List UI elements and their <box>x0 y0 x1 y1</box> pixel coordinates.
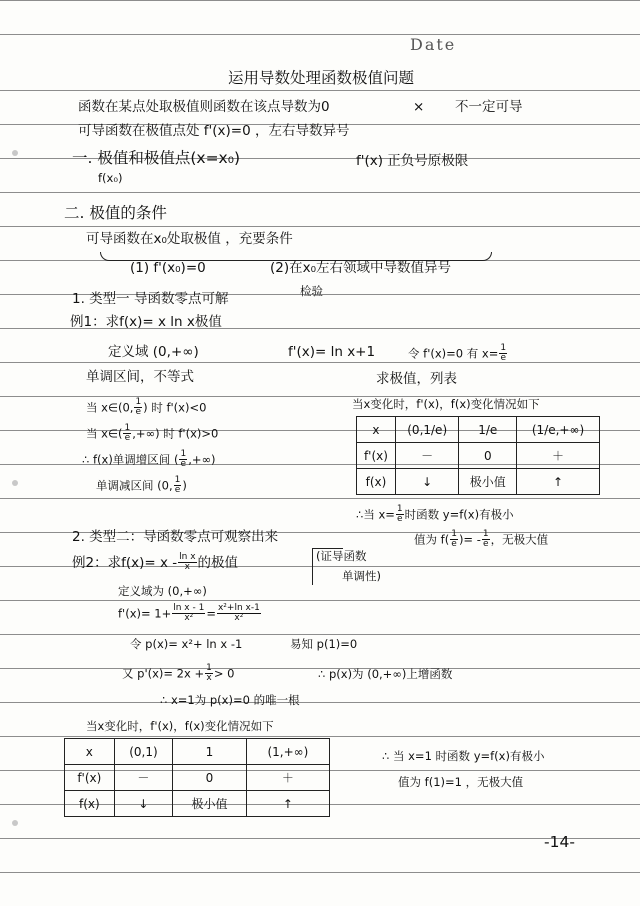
table-cell: f(x) <box>357 469 396 495</box>
example2-derivative <box>118 604 262 624</box>
table-cell: 1/e <box>459 417 517 443</box>
variation-table-1 <box>356 416 600 495</box>
example2-domain: 定义域为 (0,+∞) <box>118 584 207 598</box>
fraction-numerator: 1 <box>500 343 507 353</box>
fraction <box>174 476 182 496</box>
fraction-numerator: 1 <box>180 449 187 459</box>
fraction-denominator: x <box>184 562 190 573</box>
fraction-numerator: 1 <box>482 529 489 539</box>
page-number: -14- <box>544 833 575 851</box>
table-cell: 极小值 <box>459 469 517 495</box>
check-note: 检验 <box>300 284 323 298</box>
table-cell: ↑ <box>517 469 600 495</box>
side-note-1: (证导函数 <box>316 549 367 563</box>
example2-suffix: 的极值 <box>197 554 239 571</box>
table-cell: ＋ <box>246 765 329 791</box>
fraction <box>499 344 507 364</box>
table-cell: 0 <box>173 765 247 791</box>
case1-prefix: 当 x∈(0, <box>86 400 134 415</box>
side-note-2: 单调性) <box>342 569 381 583</box>
section1-side-note: f'(x) 正负号原极限 <box>356 153 469 169</box>
fraction-denominator: e <box>135 407 142 418</box>
table-cell: x <box>357 417 396 443</box>
table-cell: ↓ <box>114 791 173 817</box>
unique-root: ∴ x=1为 p(x)=0 的唯一根 <box>160 693 300 707</box>
section2-heading: 二. 极值的条件 <box>64 204 167 222</box>
table2-title: 当x变化时，f'(x)，f(x)变化情况如下 <box>86 719 274 733</box>
example2 <box>72 553 238 573</box>
cross-mark: × <box>413 99 425 115</box>
fraction-denominator: x² <box>234 613 244 624</box>
p-deriv-suffix: > 0 <box>213 666 235 681</box>
example1-domain: 定义域 (0,+∞) <box>108 344 199 360</box>
table-row <box>357 469 600 495</box>
fraction-numerator: 1 <box>206 663 212 673</box>
fraction-denominator: e <box>451 539 457 550</box>
table-cell: 1 <box>173 739 247 765</box>
value-mid: )= - <box>458 532 481 547</box>
fraction-numerator: 1 <box>174 475 181 485</box>
example1-conclusion <box>356 505 514 525</box>
table-row <box>357 443 600 469</box>
table-cell: 0 <box>459 443 517 469</box>
binding-hole <box>12 150 18 156</box>
example2-function: f(x)= x - <box>121 554 178 571</box>
table-cell: (0,1) <box>114 739 173 765</box>
fraction-numerator: 1 <box>396 504 403 514</box>
table-row <box>65 739 330 765</box>
fraction-denominator: e <box>180 459 187 470</box>
table-cell: 极小值 <box>173 791 247 817</box>
table-cell: ↓ <box>395 469 459 495</box>
increasing-interval <box>82 450 216 470</box>
table-cell: － <box>114 765 173 791</box>
variation-table-2 <box>64 738 330 817</box>
example1-prefix: 例1：求 <box>70 314 120 330</box>
fraction-numerator: x²+ln x-1 <box>217 603 260 613</box>
value-suffix: ，无极大值 <box>490 532 549 547</box>
value-prefix: 值为 f( <box>414 532 450 547</box>
inc-suffix: ,+∞) <box>188 452 216 467</box>
fraction-denominator: e <box>174 485 181 496</box>
fraction-numerator: ln x - 1 <box>173 603 205 613</box>
p-deriv-prefix: 又 p'(x)= 2x + <box>122 666 205 681</box>
fraction-denominator: e <box>124 433 131 444</box>
example1-suffix: 极值 <box>194 314 222 330</box>
condition-b: (2)在x₀左右领域中导数值异号 <box>270 260 452 276</box>
inc-prefix: ∴ f(x)单调增区间 ( <box>82 452 179 467</box>
table-cell: (1/e,+∞) <box>517 417 600 443</box>
example1-min-value <box>414 530 548 550</box>
fraction-numerator: 1 <box>135 397 142 407</box>
example2-conclusion-2: 值为 f(1)=1 ，无极大值 <box>398 775 524 789</box>
let-p: 令 p(x)= x²+ ln x -1 <box>130 637 243 651</box>
fraction <box>172 604 205 624</box>
case-decreasing <box>86 398 206 418</box>
table-cell: f'(x) <box>65 765 115 791</box>
decreasing-interval <box>96 476 187 496</box>
section1-sub: f(x₀) <box>98 171 123 185</box>
fraction <box>450 530 458 550</box>
condition-a: (1) f'(x₀)=0 <box>130 260 206 276</box>
table-row <box>65 765 330 791</box>
case2-prefix: 当 x∈( <box>86 426 123 441</box>
fraction-numerator: 1 <box>451 529 457 539</box>
table-cell: － <box>395 443 459 469</box>
example2-conclusion-1: ∴ 当 x=1 时函数 y=f(x)有极小 <box>382 749 545 763</box>
fraction <box>217 604 261 624</box>
p-derivative <box>122 664 234 684</box>
example1-function: f(x)= x ln x <box>119 314 195 330</box>
intro-note: 不一定可导 <box>455 99 523 115</box>
date-label: Date <box>410 35 457 54</box>
table-row <box>65 791 330 817</box>
binding-hole <box>12 480 18 486</box>
fraction-numerator: ln x <box>179 552 196 562</box>
conclusion-suffix: 时函数 y=f(x)有极小 <box>404 507 514 522</box>
intro-statement-1: 函数在某点处取极值则函数在该点导数为0 <box>78 99 330 115</box>
fraction <box>178 553 196 573</box>
fraction-numerator: 1 <box>124 423 131 433</box>
table-cell: ↑ <box>246 791 329 817</box>
example1 <box>70 315 222 331</box>
deriv-prefix: f'(x)= 1+ <box>118 606 172 621</box>
table-cell: (0,1/e) <box>395 417 459 443</box>
monotonic-label: 单调区间，不等式 <box>86 369 194 385</box>
extreme-label: 求极值，列表 <box>376 371 457 387</box>
fraction <box>205 664 213 684</box>
type1-heading: 1. 类型一 导函数零点可解 <box>72 291 229 307</box>
table-cell: f'(x) <box>357 443 396 469</box>
table-cell: ＋ <box>517 443 600 469</box>
fraction <box>482 530 490 550</box>
page-title: 运用导数处理函数极值问题 <box>228 69 415 87</box>
fraction <box>134 398 142 418</box>
table-cell: (1,+∞) <box>246 739 329 765</box>
fraction-denominator: e <box>397 514 403 525</box>
table-cell: f(x) <box>65 791 115 817</box>
dec-suffix: ) <box>182 478 187 493</box>
condition-text: 可导函数在x₀处取极值 ，充要条件 <box>86 231 293 247</box>
type2-heading: 2. 类型二：导函数零点可观察出来 <box>72 529 279 545</box>
case1-suffix: ) 时 f'(x)<0 <box>143 400 207 415</box>
fraction-denominator: x² <box>184 613 194 624</box>
fraction <box>396 505 404 525</box>
dec-prefix: 单调减区间 (0, <box>96 478 173 493</box>
fraction-denominator: e <box>500 353 506 364</box>
intro-statement-2: 可导函数在极值点处 f'(x)=0 ，左右导数异号 <box>78 123 350 139</box>
deriv-eq: = <box>206 606 216 621</box>
easy-note: 易知 p(1)=0 <box>290 637 358 651</box>
fraction-denominator: x <box>206 673 212 684</box>
zero-prefix: 令 f'(x)=0 有 x= <box>408 346 499 361</box>
example1-derivative: f'(x)= ln x+1 <box>288 344 376 360</box>
conclusion-prefix: ∴当 x= <box>356 507 395 522</box>
table-cell: x <box>65 739 115 765</box>
fraction <box>179 450 187 470</box>
p-increasing: ∴ p(x)为 (0,+∞)上增函数 <box>318 667 453 681</box>
table-row <box>357 417 600 443</box>
section1-heading: 一. 极值和极值点(x=x₀) <box>72 149 240 167</box>
case-increasing <box>86 424 218 444</box>
binding-hole <box>12 820 18 826</box>
table1-title: 当x变化时，f'(x)，f(x)变化情况如下 <box>352 397 540 411</box>
example1-zero <box>408 344 508 364</box>
fraction-denominator: e <box>482 539 489 550</box>
example2-prefix: 例2：求 <box>72 554 122 571</box>
fraction <box>123 424 131 444</box>
case2-suffix: ,+∞) 时 f'(x)>0 <box>132 426 219 441</box>
